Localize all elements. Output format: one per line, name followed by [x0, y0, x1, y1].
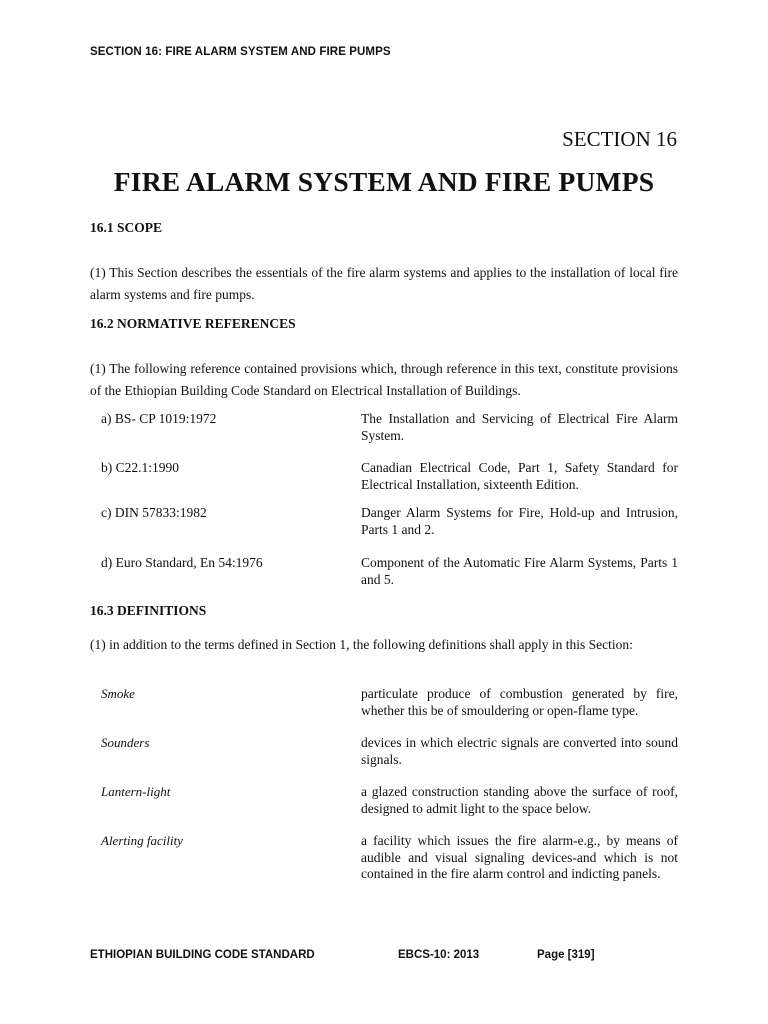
reference-title: Danger Alarm Systems for Fire, Hold-up and Intrusion, Parts 1 and 2. — [361, 505, 678, 537]
footer-standard-name: ETHIOPIAN BUILDING CODE STANDARD — [90, 949, 315, 961]
reference-code: a) BS- CP 1019:1972 — [101, 411, 217, 426]
running-header: SECTION 16: FIRE ALARM SYSTEM AND FIRE PUMPS — [90, 46, 391, 58]
reference-title: The Installation and Servicing of Electrical Fire Alarm System. — [361, 411, 678, 443]
normative-references-heading: 16.2 NORMATIVE REFERENCES — [90, 316, 296, 331]
definition-text: a glazed construction standing above the surface of roof, designed to admit light to the space below. — [361, 784, 678, 816]
definitions-paragraph: (1) in addition to the terms defined in Section 1, the following definitions shall apply in this Section: — [90, 637, 633, 652]
reference-title: Canadian Electrical Code, Part 1, Safety Standard for Electrical Installation, sixteenth Edition. — [361, 460, 678, 492]
section-title: FIRE ALARM SYSTEM AND FIRE PUMPS — [113, 166, 655, 197]
scope-heading: 16.1 SCOPE — [90, 220, 163, 235]
reference-code: c) DIN 57833:1982 — [101, 505, 207, 520]
section-number: SECTION 16 — [562, 127, 677, 151]
normative-references-paragraph: (1) The following reference contained provisions which, through reference in this text, constitute provisions of the Ethiopian Building Code Standard on Electrical Installation of Buildings. — [90, 361, 678, 398]
reference-code: d) Euro Standard, En 54:1976 — [101, 555, 263, 570]
reference-title: Component of the Automatic Fire Alarm Systems, Parts 1 and 5. — [361, 555, 678, 587]
definition-term: Sounders — [101, 735, 150, 750]
footer-page-number: Page [319] — [537, 949, 595, 961]
definition-term: Alerting facility — [101, 833, 183, 848]
reference-code: b) C22.1:1990 — [101, 460, 180, 475]
scope-paragraph: (1) This Section describes the essentials of the fire alarm systems and applies to the installation of local fire alarm systems and fire pumps. — [90, 265, 678, 302]
definition-text: a facility which issues the fire alarm-e.g., by means of audible and visual signaling devices-and which is not contained in the fire alarm control and indicting panels. — [361, 833, 678, 881]
footer-standard-code: EBCS-10: 2013 — [398, 949, 480, 961]
definition-text: particulate produce of combustion generated by fire, whether this be of smouldering or open-flame type. — [361, 686, 678, 718]
definition-text: devices in which electric signals are converted into sound signals. — [361, 735, 678, 767]
definition-term: Smoke — [101, 686, 135, 701]
definition-term: Lantern-light — [101, 784, 171, 799]
definitions-heading: 16.3 DEFINITIONS — [90, 603, 207, 618]
